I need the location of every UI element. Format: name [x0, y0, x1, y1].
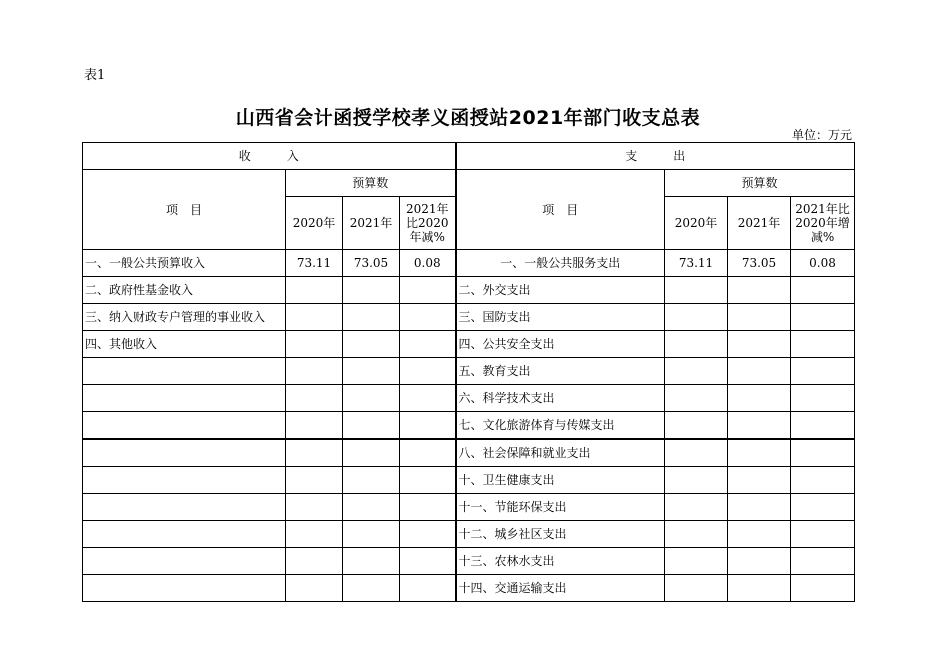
expense-change-cell: [791, 439, 855, 467]
table-row: [83, 439, 855, 467]
expense-2020-cell: [665, 385, 728, 412]
unit-label: 单位：万元: [791, 128, 852, 142]
income-item-cell: [83, 439, 286, 467]
expense-item-cell: 二、外交支出: [456, 277, 665, 304]
income-2021-cell: [343, 439, 400, 467]
income-2021-cell: [343, 304, 400, 331]
expense-change-cell: [791, 467, 855, 494]
income-2020-cell: [286, 575, 343, 602]
table-row: [83, 358, 855, 385]
expense-change-cell: [791, 385, 855, 412]
income-2020-cell: [286, 439, 343, 467]
income-budget-header: 预算数: [286, 170, 456, 197]
income-2021-header: 2021年: [343, 197, 400, 250]
expense-2021-cell: [728, 412, 791, 440]
expense-2021-cell: [728, 385, 791, 412]
expense-2020-cell: [665, 521, 728, 548]
expense-change-header: 2021年比2020年增减%: [791, 197, 855, 250]
expense-change-cell: [791, 548, 855, 575]
expense-item-cell: 四、公共安全支出: [456, 331, 665, 358]
page-title: 山西省会计函授学校孝义函授站2021年部门收支总表: [235, 107, 701, 129]
expense-2020-cell: [665, 304, 728, 331]
income-2020-cell: [286, 467, 343, 494]
income-2021-cell: [343, 467, 400, 494]
table-row: [83, 304, 855, 331]
expense-change-cell: [791, 304, 855, 331]
expense-2020-cell: [665, 412, 728, 440]
income-item-cell: [83, 521, 286, 548]
income-2020-cell: 73.11: [286, 250, 343, 277]
income-item-cell: 一、一般公共预算收入: [83, 250, 286, 277]
income-2021-cell: [343, 385, 400, 412]
expense-2021-cell: [728, 439, 791, 467]
income-change-cell: [400, 277, 456, 304]
expense-2020-cell: [665, 358, 728, 385]
expense-item-cell: 十四、交通运输支出: [456, 575, 665, 602]
table-row: [83, 575, 855, 602]
table-row: [83, 385, 855, 412]
income-change-cell: [400, 385, 456, 412]
expense-item-cell: 八、社会保障和就业支出: [456, 439, 665, 467]
income-2021-cell: 73.05: [343, 250, 400, 277]
income-item-cell: [83, 412, 286, 440]
expense-change-cell: [791, 412, 855, 440]
expense-2021-cell: [728, 548, 791, 575]
expense-2020-header: 2020年: [665, 197, 728, 250]
expense-2021-header: 2021年: [728, 197, 791, 250]
expense-budget-header: 预算数: [665, 170, 855, 197]
income-change-cell: [400, 412, 456, 440]
income-2020-cell: [286, 358, 343, 385]
income-change-cell: [400, 304, 456, 331]
income-item-cell: [83, 494, 286, 521]
expense-item-cell: 十、卫生健康支出: [456, 467, 665, 494]
income-change-cell: [400, 494, 456, 521]
income-2020-cell: [286, 548, 343, 575]
expense-2020-cell: [665, 494, 728, 521]
expense-2020-cell: [665, 277, 728, 304]
income-change-cell: [400, 467, 456, 494]
income-2021-cell: [343, 331, 400, 358]
income-change-cell: 0.08: [400, 250, 456, 277]
income-2020-header: 2020年: [286, 197, 343, 250]
expense-2020-cell: [665, 548, 728, 575]
expense-item-cell: 六、科学技术支出: [456, 385, 665, 412]
expense-2021-cell: [728, 304, 791, 331]
table-row: [83, 494, 855, 521]
expense-item-cell: 十三、农林水支出: [456, 548, 665, 575]
expense-change-cell: [791, 575, 855, 602]
income-item-cell: [83, 575, 286, 602]
income-2021-cell: [343, 358, 400, 385]
income-2021-cell: [343, 521, 400, 548]
income-item-cell: 三、纳入财政专户管理的事业收入: [83, 304, 286, 331]
income-change-cell: [400, 548, 456, 575]
income-change-cell: [400, 439, 456, 467]
income-2021-cell: [343, 412, 400, 440]
income-2020-cell: [286, 412, 343, 440]
income-2020-cell: [286, 494, 343, 521]
income-item-cell: 四、其他收入: [83, 331, 286, 358]
income-2021-cell: [343, 277, 400, 304]
table-row: [83, 467, 855, 494]
income-item-header: 项 目: [83, 170, 286, 250]
expense-change-cell: [791, 331, 855, 358]
income-2020-cell: [286, 304, 343, 331]
expense-2021-cell: [728, 358, 791, 385]
expense-2021-cell: [728, 277, 791, 304]
expense-item-cell: 七、文化旅游体育与传媒支出: [456, 412, 665, 440]
expense-change-cell: [791, 277, 855, 304]
income-item-cell: [83, 548, 286, 575]
income-2020-cell: [286, 277, 343, 304]
expense-item-cell: 十二、城乡社区支出: [456, 521, 665, 548]
income-change-cell: [400, 521, 456, 548]
expense-section-header: 支 出: [456, 143, 855, 170]
expense-2021-cell: 73.05: [728, 250, 791, 277]
expense-item-cell: 十一、节能环保支出: [456, 494, 665, 521]
table-row: [83, 250, 855, 277]
income-item-cell: [83, 467, 286, 494]
expense-2020-cell: [665, 467, 728, 494]
table-row: [83, 331, 855, 358]
income-item-cell: 二、政府性基金收入: [83, 277, 286, 304]
income-section-header: 收 入: [83, 143, 456, 170]
table-row: [83, 277, 855, 304]
income-2021-cell: [343, 548, 400, 575]
expense-2021-cell: [728, 521, 791, 548]
table-number: 表1: [84, 68, 106, 83]
budget-summary-table: [82, 142, 855, 602]
expense-item-cell: 三、国防支出: [456, 304, 665, 331]
income-2021-cell: [343, 494, 400, 521]
expense-change-cell: [791, 521, 855, 548]
expense-2021-cell: [728, 467, 791, 494]
expense-2020-cell: [665, 331, 728, 358]
income-change-cell: [400, 331, 456, 358]
expense-item-header: 项 目: [456, 170, 665, 250]
income-item-cell: [83, 385, 286, 412]
table-row: [83, 548, 855, 575]
income-2020-cell: [286, 521, 343, 548]
table-row: [83, 521, 855, 548]
income-item-cell: [83, 358, 286, 385]
income-2020-cell: [286, 331, 343, 358]
expense-2020-cell: 73.11: [665, 250, 728, 277]
income-change-cell: [400, 575, 456, 602]
income-change-header: 2021年比2020年减%: [400, 197, 456, 250]
expense-item-cell: 一、一般公共服务支出: [456, 250, 665, 277]
income-change-cell: [400, 358, 456, 385]
expense-2021-cell: [728, 575, 791, 602]
expense-item-cell: 五、教育支出: [456, 358, 665, 385]
income-2021-cell: [343, 575, 400, 602]
table-row: [83, 412, 855, 440]
expense-2020-cell: [665, 439, 728, 467]
expense-2020-cell: [665, 575, 728, 602]
expense-2021-cell: [728, 494, 791, 521]
expense-2021-cell: [728, 331, 791, 358]
expense-change-cell: 0.08: [791, 250, 855, 277]
expense-change-cell: [791, 358, 855, 385]
expense-change-cell: [791, 494, 855, 521]
income-2020-cell: [286, 385, 343, 412]
